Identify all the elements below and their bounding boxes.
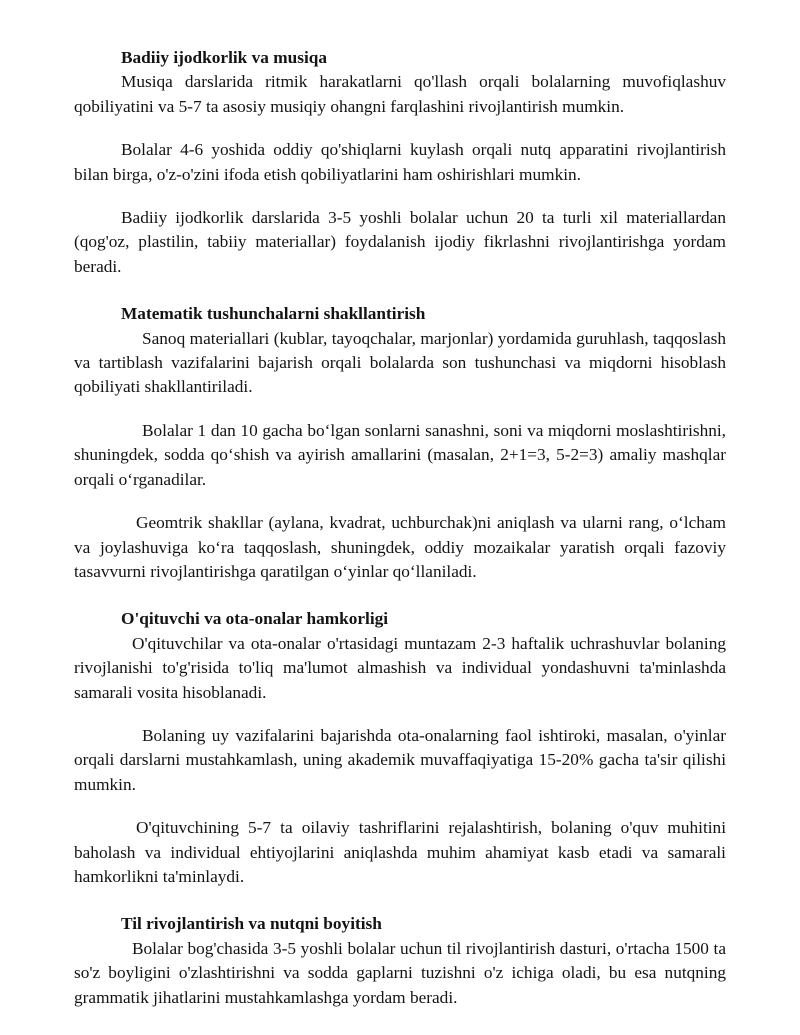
paragraph: Badiiy ijodkorlik darslarida 3-5 yoshli bolalar uchun 20 ta turli xil materiallardan (qog'oz, plastilin, tabiiy materiallar) foydalanish ijodiy fikrlashni rivojlantirishga yordam beradi. (74, 208, 726, 276)
paragraph: Musiqa darslarida ritmik harakatlarni qo'llash orqali bolalarning muvofiqlashuv qobiliyatini va 5-7 ta asosiy musiqiy ohangni farqlashini rivojlantirish mumkin. (74, 72, 726, 116)
paragraph: O'qituvchining 5-7 ta oilaviy tashriflarini rejalashtirish, bolaning o'quv muhitini baholash va individual ehtiyojlarini aniqlashda muhim ahamiyat kasb etadi va samarali hamkorlikni ta'minlaydi. (74, 818, 726, 886)
section-til-rivojlantirish (74, 912, 726, 1010)
paragraph: Bolalar bog'chasida 3-5 yoshli bolalar uchun til rivojlantirish dasturi, o'rtacha 1500 ta so'z boyligini o'zlashtirishni va sodda gaplarni tuzishni o'z ichiga oladi, bu esa nutqning grammatik jihatlarini mustahkamlashga yordam beradi. (74, 938, 726, 1007)
paragraph: Bolaning uy vazifalarini bajarishda ota-onalarning faol ishtiroki, masalan, o'yinlar orqali darslarni mustahkamlash, uning akademik muvaffaqiyatiga 15-20% gacha ta'sir qilishi mumkin. (74, 725, 726, 794)
paragraph: O'qituvchilar va ota-onalar o'rtasidagi muntazam 2-3 haftalik uchrashuvlar bolaning rivojlanishi to'g'risida to'liq ma'lumot almashish va individual yondashuvni ta'minlashda samarali vosita hisoblanadi. (74, 633, 726, 702)
paragraph: Sanoq materiallari (kublar, tayoqchalar, marjonlar) yordamida guruhlash, taqqoslash va tartiblash vazifalarini bajarish orqali bolalarda son tushunchasi va miqdorni hisoblash qobiliyati shakllantiriladi. (74, 328, 726, 397)
paragraph: Bolalar 4-6 yoshida oddiy qo'shiqlarni kuylash orqali nutq apparatini rivojlantirish bilan birga, o'z-o'zini ifoda etish qobiliyatlarini ham oshirishlari mumkin. (74, 140, 726, 184)
section-badiiy-ijodkorlik (74, 46, 726, 279)
section-heading: Matematik tushunchalarni shakllantirish (121, 304, 426, 324)
section-heading: Badiiy ijodkorlik va musiqa (121, 48, 327, 67)
section-oqituvchi-hamkorligi (74, 607, 726, 889)
paragraph: Geomtrik shakllar (aylana, kvadrat, uchburchak)ni aniqlash va ularni rang, o‘lcham va joylashuviga ko‘ra taqqoslash, shuningdek, oddiy mozaikalar yaratish orqali fazoviy tasavvurni rivojlantirishga qaratilgan o‘yinlar qo‘llaniladi. (74, 513, 726, 581)
section-heading: O'qituvchi va ota-onalar hamkorligi (121, 609, 389, 629)
paragraph: Bolalar 1 dan 10 gacha bo‘lgan sonlarni sanashni, soni va miqdorni moslashtirishni, shuningdek, sodda qo‘shish va ayirish amallarini (masalan, 2+1=3, 5-2=3) amaliy mashqlar orqali o‘rganadilar. (74, 420, 726, 489)
section-matematik-tushunchalar (74, 302, 726, 584)
section-heading: Til rivojlantirish va nutqni boyitish (121, 914, 382, 934)
